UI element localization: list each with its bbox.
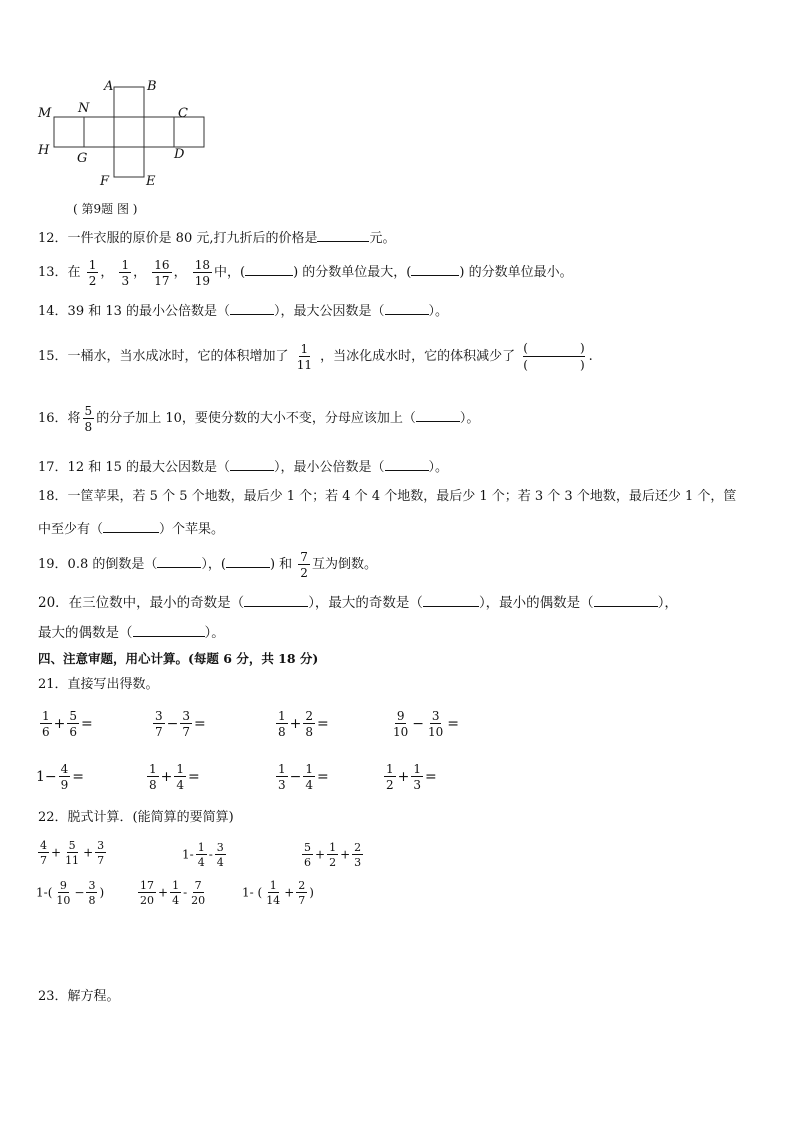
fraction: $\frac{18}{19}$ xyxy=(194,257,210,288)
question-16: 16．将 $\frac{5}{8}$ 的分子加上 10，要使分数的大小不变，分母应该加上（ ）。 xyxy=(38,403,480,434)
calc-item: $\frac{1}{3}$ − $\frac{1}{4}$ = xyxy=(278,762,329,792)
calc-item: $\frac{1}{8}$ + $\frac{1}{4}$ = xyxy=(149,762,200,792)
label-m: M xyxy=(38,106,52,121)
label-d: D xyxy=(174,147,185,162)
question-20-line2: 最大的偶数是（ ）。 xyxy=(38,625,225,641)
fraction: $\frac{7}{2}$ xyxy=(300,549,308,580)
answer-blank[interactable] xyxy=(226,555,270,568)
label-a: A xyxy=(104,79,114,94)
expression-4: 1-( $\frac{9}{10}$ − $\frac{3}{8}$ ) xyxy=(36,879,105,907)
question-19: 19．0.8 的倒数是（ ），( ) 和 $\frac{7}{2}$ 互为倒数。 xyxy=(38,549,377,580)
answer-blank[interactable] xyxy=(416,409,460,422)
calc-item: $\frac{1}{6}$ + $\frac{5}{6}$ = xyxy=(42,709,93,739)
fraction: $\frac{16}{17}$ xyxy=(154,257,170,288)
q12-text: 12．一件衣服的原价是 80 元,打九折后的价格是 xyxy=(38,231,318,246)
answer-blank[interactable] xyxy=(133,624,205,637)
question-21-title: 21．直接写出得数。 xyxy=(38,677,159,692)
figure-caption: ( 第9题 图 ) xyxy=(73,202,138,216)
calc-item: 1− $\frac{4}{9}$ = xyxy=(36,762,85,792)
question-23-title: 23．解方程。 xyxy=(38,989,120,1004)
fraction: $\frac{1}{3}$ xyxy=(121,257,130,288)
fraction: $\frac{5}{8}$ xyxy=(84,403,93,434)
question-22-title: 22．脱式计算．(能简算的要简算) xyxy=(38,810,234,825)
label-n: N xyxy=(78,101,90,116)
answer-blank[interactable] xyxy=(385,302,429,315)
answer-blank[interactable] xyxy=(230,302,274,315)
fraction: $\frac{1}{2}$ xyxy=(88,257,97,288)
q13-text: 13．在 xyxy=(38,265,81,280)
label-e: E xyxy=(146,174,156,189)
answer-blank[interactable] xyxy=(594,594,658,607)
q12-text-end: 元。 xyxy=(369,231,396,246)
calc-item: $\frac{9}{10}$ − $\frac{3}{10}$ = xyxy=(393,709,460,739)
question-18-line1: 18．一筐苹果，若 5 个 5 个地数，最后少 1 个；若 4 个 4 个地数，最后少 1 个；若 3 个 3 个地数，最后还少 1 个，筐 xyxy=(38,489,737,504)
expression-3: $\frac{5}{6}$ + $\frac{1}{2}$ + $\frac{2}{3}$ xyxy=(304,841,362,869)
answer-blank[interactable] xyxy=(230,458,274,471)
question-15: 15．一桶水，当水成冰时，它的体积增加了 $\frac{1}{11}$ ，当冰化成水时，它的体积减少了 $\frac{( )}{( )}$ . xyxy=(38,341,593,372)
label-f: F xyxy=(100,174,110,189)
answer-blank[interactable] xyxy=(411,263,459,276)
expression-2: 1- $\frac{1}{4}$ - $\frac{3}{4}$ xyxy=(182,841,224,869)
label-c: C xyxy=(178,106,188,121)
question-14: 14．39 和 13 的最小公倍数是（ ），最大公因数是（ ）。 xyxy=(38,304,449,319)
question-12 xyxy=(38,229,396,247)
calc-item: $\frac{3}{7}$ − $\frac{3}{7}$ = xyxy=(155,709,206,739)
answer-blank[interactable] xyxy=(157,555,201,568)
fraction: $\frac{1}{11}$ xyxy=(296,341,312,372)
expression-1: $\frac{4}{7}$ + $\frac{5}{11}$ + $\frac{3}{7}$ xyxy=(40,839,105,867)
answer-blank[interactable] xyxy=(317,229,369,242)
answer-blank[interactable] xyxy=(245,263,293,276)
expression-5: $\frac{17}{20}$ + $\frac{1}{4}$ - $\frac{7}{20}$ xyxy=(140,879,206,907)
label-h: H xyxy=(38,143,50,158)
question-17: 17．12 和 15 的最大公因数是（ ），最小公倍数是（ ）。 xyxy=(38,460,449,475)
answer-blank[interactable] xyxy=(385,458,429,471)
label-b: B xyxy=(147,79,157,94)
calc-item: $\frac{1}{8}$ + $\frac{2}{8}$ = xyxy=(278,709,329,739)
calc-item: $\frac{1}{2}$ + $\frac{1}{3}$ = xyxy=(386,762,437,792)
answer-blank[interactable] xyxy=(103,520,159,533)
answer-blank[interactable] xyxy=(244,594,308,607)
answer-fraction[interactable]: $\frac{( )}{( )}$ xyxy=(523,341,585,372)
answer-blank[interactable] xyxy=(423,594,479,607)
question-18-line2: 中至少有（ ）个苹果。 xyxy=(38,522,225,537)
label-g: G xyxy=(77,151,88,166)
question-13: 13．在 $\frac{1}{2}$ ， $\frac{1}{3}$ ， $\frac{16}{17}$ ， $\frac{18}{19}$ 中，( ) 的分数单位最大，( ) 的分数单位最小。 xyxy=(38,257,573,288)
cube-net-figure xyxy=(30,75,210,195)
question-20-line1: 20．在三位数中，最小的奇数是（ ），最大的奇数是（ ），最小的偶数是（ ）， xyxy=(38,595,678,611)
expression-6: 1- ( $\frac{1}{14}$ + $\frac{2}{7}$ ) xyxy=(242,879,314,907)
section-4-title: 四、注意审题，用心计算。(每题 6 分，共 18 分) xyxy=(38,651,319,666)
